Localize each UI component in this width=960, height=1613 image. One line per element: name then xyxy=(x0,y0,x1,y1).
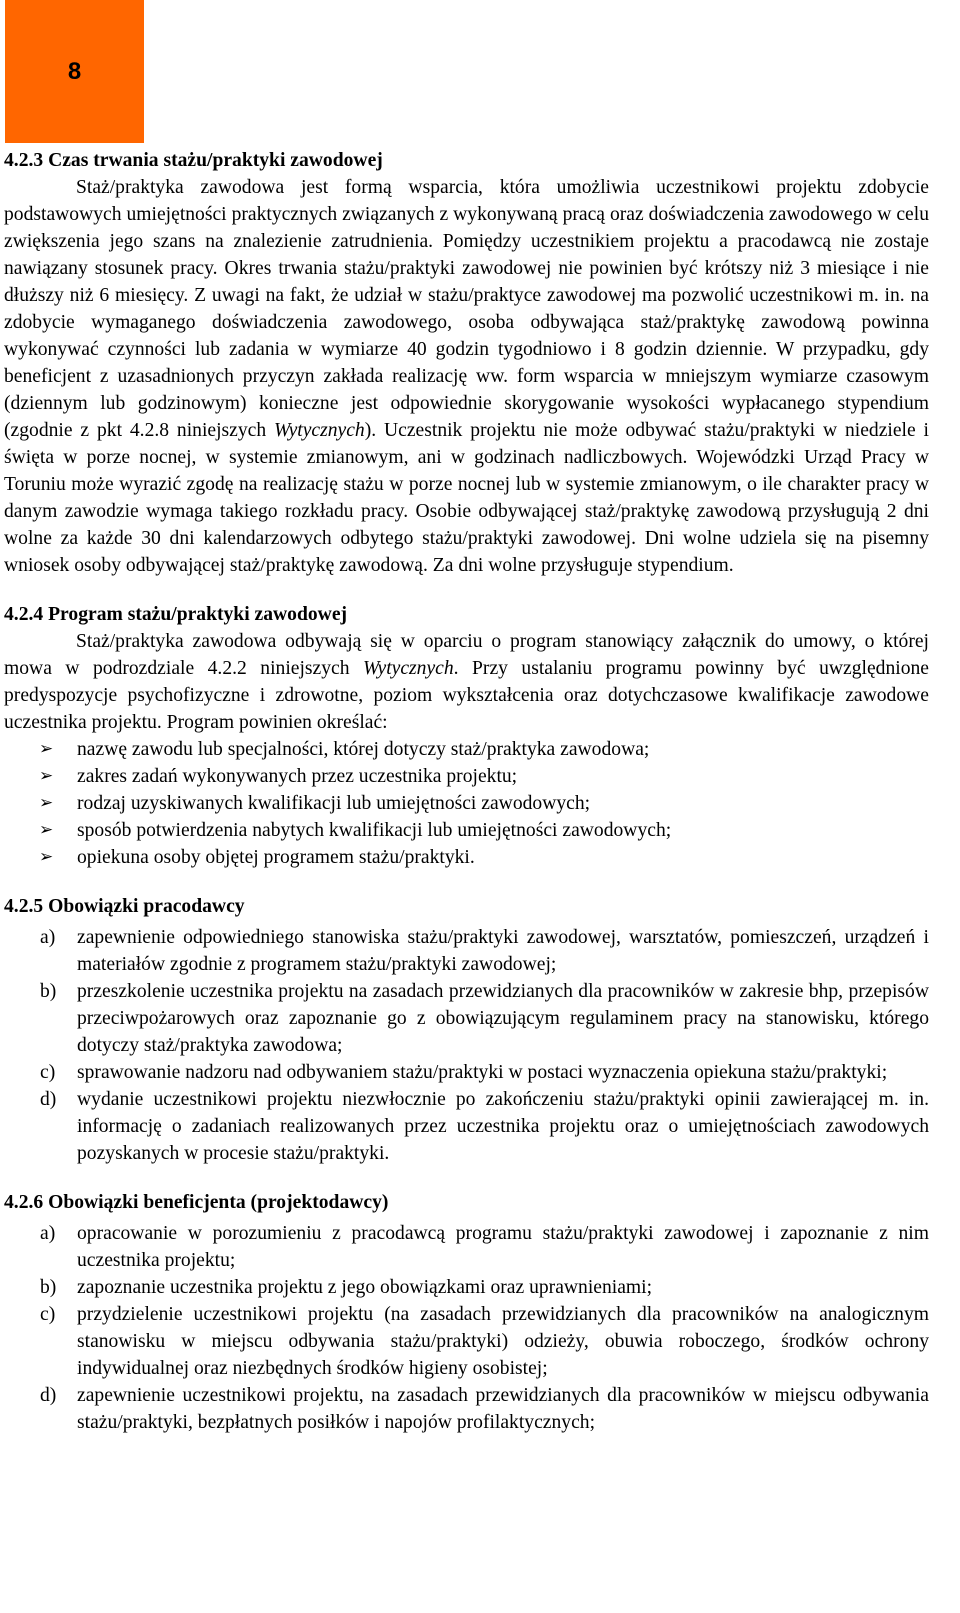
document-body xyxy=(4,147,929,1436)
lettered-list xyxy=(4,924,929,1167)
paragraph-text: ). Uczestnik projektu nie może odbywać stażu/praktyki w niedziele i święta w porze nocnej, w systemie zmianowym, ani w godzinach nadliczbowych. Wojewódzki Urząd Pracy w Toruniu może wyrazić zgodę na realizację stażu w porze nocnej lub w systemie zmianowym, o ile charakter pracy w danym zawodzie wymaga takiego rozkładu pracy. Osobie odbywającej staż/praktykę zawodową przysługują 2 dni wolne za każde 30 dni kalendarzowych odbytego stażu/praktyki zawodowej. Dni wolne udziela się na pisemny wniosek osoby odbywającej staż/praktykę zawodową. Za dni wolne przysługuje stypendium. xyxy=(4,420,929,576)
list-item xyxy=(4,817,929,844)
list-item-text: zakres zadań wykonywanych przez uczestnika projektu; xyxy=(77,766,518,787)
section-heading: 4.2.6 Obowiązki beneficjenta (projektodawcy) xyxy=(4,1192,389,1213)
list-item xyxy=(4,763,929,790)
arrow-bullet-icon: ➢ xyxy=(39,847,54,867)
section-4-2-6 xyxy=(4,1189,929,1436)
arrow-bullet-icon: ➢ xyxy=(39,739,54,759)
paragraph-text: Staż/praktyka zawodowa odbywają się w oparciu o program stanowiący załącznik do umowy, o której mowa w podrozdziale 4.2.2 niniejszych xyxy=(4,631,929,679)
list-item xyxy=(4,978,929,1059)
list-item xyxy=(4,1086,929,1167)
list-marker: c) xyxy=(40,1062,56,1083)
arrow-bullet-icon: ➢ xyxy=(39,820,54,840)
list-item-text: sposób potwierdzenia nabytych kwalifikacji lub umiejętności zawodowych; xyxy=(77,820,672,841)
list-item-text: przydzielenie uczestnikowi projektu (na zasadach przewidzianych dla pracowników na analogicznym stanowisku w miejscu odbywania stażu/praktyki) odzieży, obuwia roboczego, środków ochrony indywidualnej oraz niezbędnych środków higieny osobistej; xyxy=(77,1304,929,1379)
list-marker: b) xyxy=(40,981,57,1002)
list-item xyxy=(4,1274,929,1301)
section-heading: 4.2.5 Obowiązki pracodawcy xyxy=(4,896,245,917)
bullet-list xyxy=(4,736,929,871)
list-item xyxy=(4,1059,929,1086)
section-heading: 4.2.4 Program stażu/praktyki zawodowej xyxy=(4,604,348,625)
paragraph-text: . Przy ustalaniu programu powinny być uwzględnione predyspozycje psychofizyczne i zdrowotne, poziom wykształcenia oraz dotychczasowe kwalifikacje zawodowe uczestnika projektu. Program powinien określać: xyxy=(4,658,929,733)
list-item-text: rodzaj uzyskiwanych kwalifikacji lub umiejętności zawodowych; xyxy=(77,793,591,814)
list-item xyxy=(4,790,929,817)
section-heading: 4.2.3 Czas trwania stażu/praktyki zawodowej xyxy=(4,150,383,171)
list-marker: a) xyxy=(40,927,56,948)
list-item-text: opracowanie w porozumieniu z pracodawcą programu stażu/praktyki zawodowej i zapoznanie z nim uczestnika projektu; xyxy=(77,1223,929,1271)
arrow-bullet-icon: ➢ xyxy=(39,793,54,813)
paragraph-text: Staż/praktyka zawodowa jest formą wsparcia, która umożliwia uczestnikowi projektu zdobycie podstawowych umiejętności praktycznych związanych z wykonywaną pracą oraz doświadczenia zawodowego w celu zwiększenia jego szans na znalezienie zatrudnienia. Pomiędzy uczestnikiem projektu a pracodawcą nie zostaje nawiązany stosunek pracy. Okres trwania stażu/praktyki zawodowej nie powinien być krótszy niż 3 miesiące i nie dłuższy niż 6 miesięcy. Z uwagi na fakt, że udział w stażu/praktyce zawodowej ma pozwolić uczestnikowi m. in. na zdobycie wymaganego doświadczenia zawodowego, osoba odbywająca staż/praktykę zawodową powinna wykonywać czynności lub zadania w wymiarze 40 godzin tygodniowo i 8 godzin dziennie. W przypadku, gdy beneficjent z uzasadnionych przyczyn zakłada realizację ww. form wsparcia w mniejszym wymiarze czasowym (dziennym lub godzinowym) konieczne jest odpowiednie skorygowanie wysokości wypłacanego stypendium (zgodnie z pkt 4.2.8 niniejszych xyxy=(4,177,929,441)
list-item-text: przeszkolenie uczestnika projektu na zasadach przewidzianych dla pracowników w zakresie bhp, przepisów przeciwpożarowych oraz zapoznanie go z obowiązującym regulaminem pracy na stanowisku, którego dotyczy staż/praktyka zawodowa; xyxy=(77,981,929,1056)
paragraph-italic: Wytycznych xyxy=(363,658,454,679)
lettered-list xyxy=(4,1220,929,1436)
list-marker: b) xyxy=(40,1277,57,1298)
list-item xyxy=(4,1220,929,1274)
page-number-badge xyxy=(5,0,144,143)
list-marker: c) xyxy=(40,1304,56,1325)
section-4-2-5 xyxy=(4,893,929,1167)
list-item xyxy=(4,1301,929,1382)
list-item xyxy=(4,924,929,978)
list-marker: d) xyxy=(40,1385,57,1406)
list-item-text: nazwę zawodu lub specjalności, której dotyczy staż/praktyka zawodowa; xyxy=(77,739,650,760)
page-number: 8 xyxy=(67,57,82,85)
section-paragraph xyxy=(4,174,929,579)
list-item-text: zapoznanie uczestnika projektu z jego obowiązkami oraz uprawnieniami; xyxy=(77,1277,653,1298)
section-4-2-4 xyxy=(4,601,929,871)
list-marker: a) xyxy=(40,1223,56,1244)
list-item-text: sprawowanie nadzoru nad odbywaniem stażu/praktyki w postaci wyznaczenia opiekuna stażu/praktyki; xyxy=(77,1062,888,1083)
list-item-text: wydanie uczestnikowi projektu niezwłocznie po zakończeniu stażu/praktyki opinii zawierającej m. in. informację o zadaniach realizowanych przez uczestnika projektu oraz o umiejętnościach zawodowych pozyskanych w procesie stażu/praktyki. xyxy=(77,1089,929,1164)
list-item-text: opiekuna osoby objętej programem stażu/praktyki. xyxy=(77,847,475,868)
paragraph-italic: Wytycznych xyxy=(274,420,365,441)
list-item xyxy=(4,736,929,763)
list-item xyxy=(4,1382,929,1436)
section-paragraph xyxy=(4,628,929,736)
arrow-bullet-icon: ➢ xyxy=(39,766,54,786)
list-marker: d) xyxy=(40,1089,57,1110)
list-item xyxy=(4,844,929,871)
list-item-text: zapewnienie uczestnikowi projektu, na zasadach przewidzianych dla pracowników w miejscu odbywania stażu/praktyki, bezpłatnych posiłków i napojów profilaktycznych; xyxy=(77,1385,929,1433)
list-item-text: zapewnienie odpowiedniego stanowiska stażu/praktyki zawodowej, warsztatów, pomieszczeń, urządzeń i materiałów zgodnie z programem stażu/praktyki zawodowej; xyxy=(77,927,929,975)
section-4-2-3 xyxy=(4,147,929,579)
